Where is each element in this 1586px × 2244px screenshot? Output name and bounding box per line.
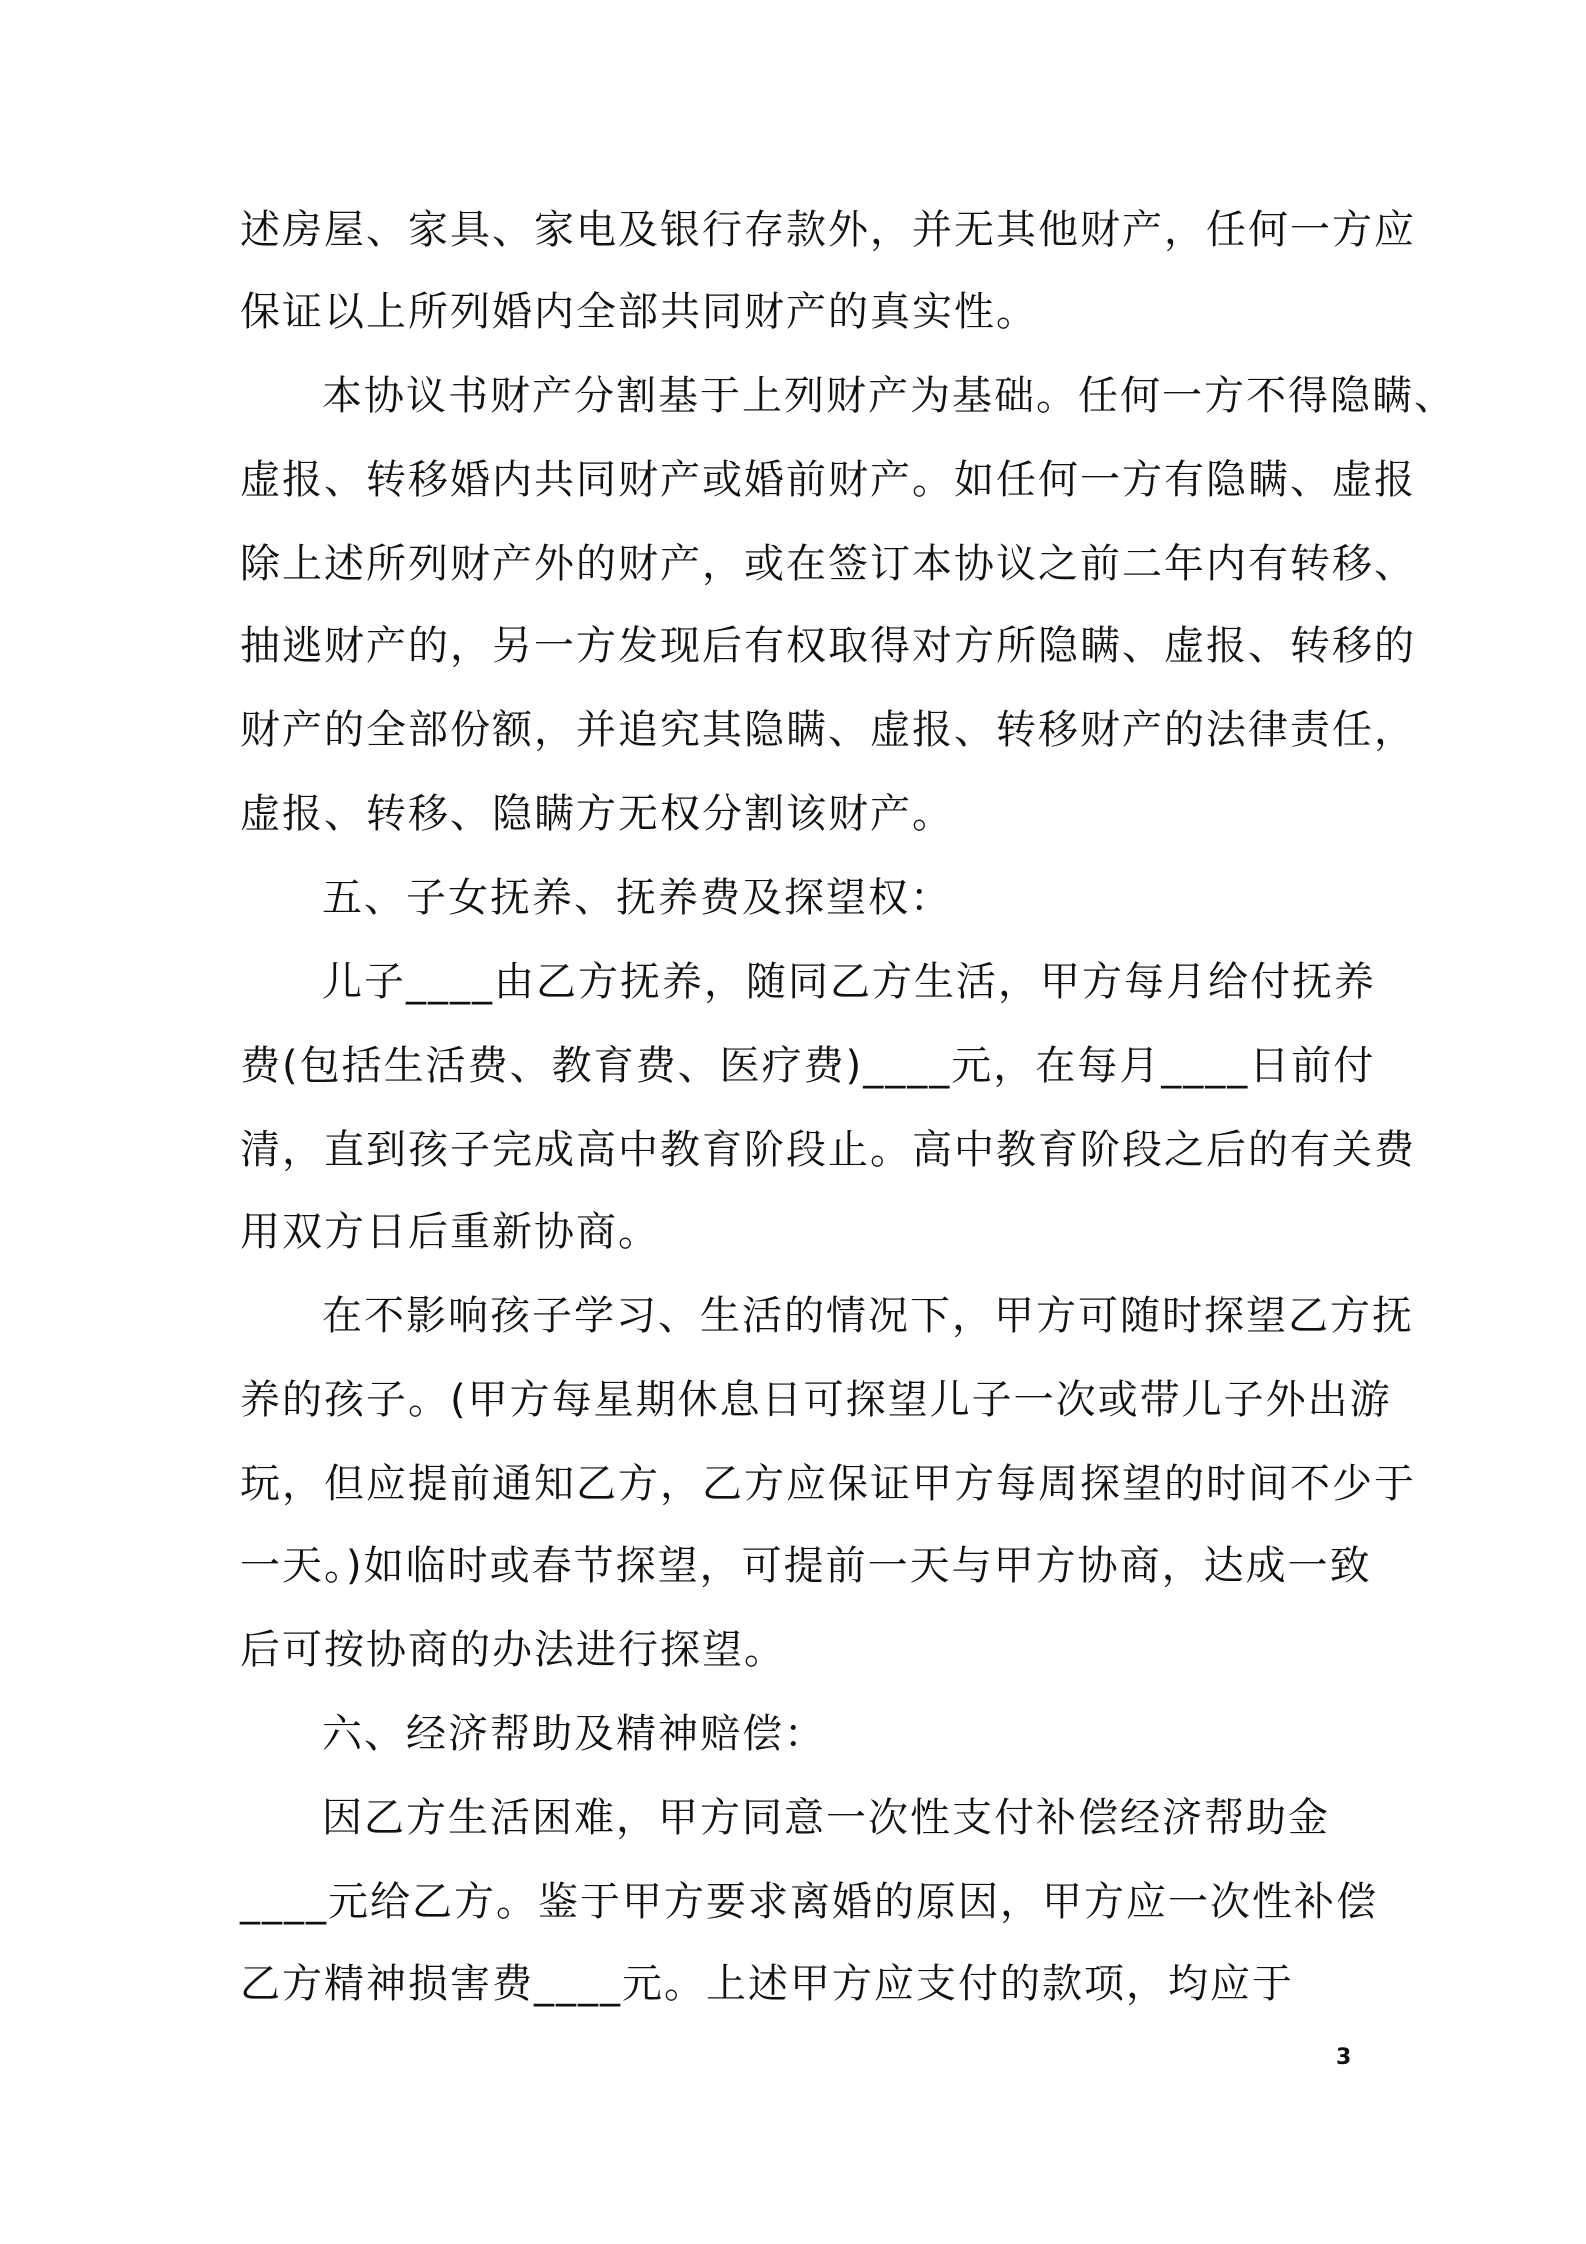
text-line: 财产的全部份额，并追究其隐瞒、虚报、转移财产的法律责任， [240,707,1416,753]
text-line: ____元给乙方。鉴于甲方要求离婚的原因，甲方应一次性补偿 [240,1879,1378,1925]
text-line: 抽逃财产的，另一方发现后有权取得对方所隐瞒、虚报、转移的 [240,623,1416,669]
text-line: 用双方日后重新协商。 [240,1209,660,1255]
text-line: 虚报、转移婚内共同财产或婚前财产。如任何一方有隐瞒、虚报 [240,457,1416,503]
text-line: 一天。)如临时或春节探望，可提前一天与甲方协商，达成一致 [240,1543,1372,1589]
text-line: 述房屋、家具、家电及银行存款外，并无其他财产，任何一方应 [240,207,1416,253]
paragraph-start: 在不影响孩子学习、生活的情况下，甲方可随时探望乙方抚 [322,1293,1414,1339]
paragraph-start: 因乙方生活困难，甲方同意一次性支付补偿经济帮助金 [322,1795,1330,1841]
text-line: 玩，但应提前通知乙方，乙方应保证甲方每周探望的时间不少于 [240,1461,1416,1507]
text-line: 养的孩子。(甲方每星期休息日可探望儿子一次或带儿子外出游 [240,1377,1392,1423]
section-heading-6: 六、经济帮助及精神赔偿： [322,1711,826,1757]
text-line: 费(包括生活费、教育费、医疗费)____元，在每月____日前付 [240,1043,1376,1089]
text-line: 清，直到孩子完成高中教育阶段止。高中教育阶段之后的有关费 [240,1127,1416,1173]
text-line: 保证以上所列婚内全部共同财产的真实性。 [240,289,1038,335]
section-heading-5: 五、子女抚养、抚养费及探望权： [322,875,952,921]
text-line: 后可按协商的办法进行探望。 [240,1627,786,1673]
paragraph-start: 本协议书财产分割基于上列财产为基础。任何一方不得隐瞒、 [322,373,1456,419]
text-line: 除上述所列财产外的财产，或在签订本协议之前二年内有转移、 [240,541,1416,587]
paragraph-start: 儿子____由乙方抚养，随同乙方生活，甲方每月给付抚养 [322,959,1376,1005]
text-line: 乙方精神损害费____元。上述甲方应支付的款项，均应于 [240,1961,1294,2007]
text-line: 虚报、转移、隐瞒方无权分割该财产。 [240,791,954,837]
page-number: 3 [1336,2045,1352,2070]
